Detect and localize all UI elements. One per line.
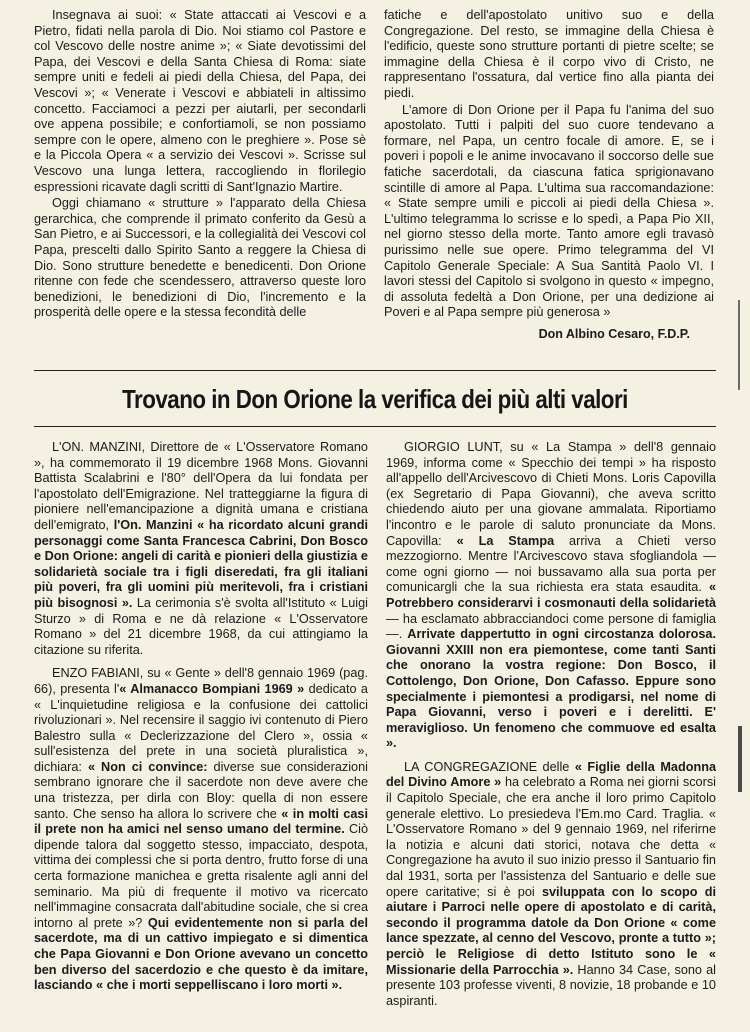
top-article-right-column	[384, 8, 714, 342]
item-text: dedicato a « L'inquietudine religiosa e la confusione dei cattolici rivoluzionari ». Nel recensire il saggio ivi contenuto di Piero Balestro sulla « Declerizzazione del Clero », ossia « sull'esistenza del prete in una società pluralistica », dichiara:	[34, 681, 368, 774]
item-text: , su « Gente » dell'8 gennaio 1969 (pag. 66), presenta l'	[34, 666, 368, 696]
top-article-left-column	[34, 8, 366, 321]
paragraph: Insegnava ai suoi: « State attaccati ai Vescovi e a Pietro, fidati nella parola di Dio. Noi stiamo col Pastore e col Vescovo delle nostre anime »; « Siate devotissimi del Papa, dei Vescovi e della Santa Chiesa di Roma: siate sempre uniti e fedeli ai piedi della Chiesa, del Papa, dei Vescovi »; « Venerate i Vescovi e abbiateli in altissimo concetto. Facciamoci a pezzi per aiutarli, per secondarli ove appena possibile; e confortiamoli, se non possiamo sempre con le opere, almeno con le preghiere ». Pose sè e la Piccola Opera « a servizio dei Vescovi ». Scrisse sul Vescovo una lunga lettera, raccogliendo in florilegio espressioni ricavate dagli scritti di Sant'Ignazio Martire.	[34, 8, 366, 194]
press-item-congregazione	[386, 760, 716, 1010]
source-name: L'ON. MANZINI	[52, 440, 142, 454]
item-quote: « Figlie della Madonna del Divino Amore »	[386, 759, 717, 790]
item-text: , Direttore de « L'Osservatore Romano », ha commemorato il 19 dicembre 1968 Mons. Giovanni Battista Scalabrini e l'80° dell'Opera da lui fondata per l'apostolato dell'Emigrazione. Nel tratteggiarne la figura di pioniere nell'emancipazione a dignità umana e cristiana dell'emigrato,	[34, 440, 368, 532]
item-quote: Qui evidentemente non si parla del sacerdote, ma di un cattivo impiegato e si dimentica che Papa Giovanni e Don Orione avevano un concetto ben diverso del sacerdozio e che questo è da imitare, lasciando « che i morti seppelliscano i loro morti ».	[34, 915, 368, 993]
item-text: diverse sue considerazioni sembrano ignorare che il sacerdote non deve avere che una tristezza, per dirla con Bloy: quella di non essere santo. Che senso ha allora lo scrivere che	[34, 759, 368, 821]
item-quote: « in molti casi il prete non ha amici nel senso umano del termine.	[34, 806, 368, 837]
item-quote: sviluppata con lo scopo di aiutare i Parroci nelle opere di apostolato e di carità, secondo il programma datole da Don Orione « come lance spezzate, al cenno del Vescovo, pronte a tutto »; perciò le Religiose di detto Istituto sono le « Missionarie della Parrocchia ».	[386, 884, 716, 977]
divider-top	[34, 370, 716, 371]
paragraph: L'amore di Don Orione per il Papa fu l'anima del suo apostolato. Tutti i palpiti del suo cuore tendevano a formare, nel Papa, un centro focale di amore. E, se i poveri i popoli e le anime invocavano il soccorso delle sue fatiche sacerdotali, da ciascuna fatica sprigionavano scintille di amore al Papa. L'ultima sua raccomandazione: « State sempre umili e piccoli ai piedi della Chiesa ». L'ultimo telegramma lo scrisse e lo spedì, a Papa Pio XII, nel giorno stesso della morte. Tanto amore egli travasò purissimo nelle sue opere. Primo telegramma del VI Capitolo Generale Speciale: A Sua Santità Paolo VI. I lavori stessi del Capitolo si svolgono in questo « impegno, di assoluta fedeltà a Don Orione, per una dedizione ai Poveri e al Papa sempre più generosa »	[384, 102, 714, 320]
press-review-left-column	[34, 440, 368, 994]
source-name: ENZO FABIANI	[52, 666, 140, 681]
item-text: Ciò dipende talora dal soggetto stesso, impacciato, despota, vittima dei complessi che si porta dentro, frutto forse di una certa formazione manichea e gretta risalente agli anni del seminario. Ma più di frequente il motivo va ricercato nell'immagine consacrata dall'abitudine sociale, che si crea intorno al prete »?	[34, 822, 368, 930]
divider-bottom	[34, 426, 716, 427]
item-text: , su « La Stampa » dell'8 gennaio 1969, informa come « Specchio dei tempi » ha risposto all'appello dell'Arcivescovo di Chieti Mons. Loris Capovilla (ex Segretario di Papa Giovanni), che aveva scritto chiedendo aiuto per una giovane ammalata. Riportiamo l'incontro e le parole di saluto pronunciate da Mons. Capovilla:	[386, 440, 716, 548]
item-text: arriva a Chieti verso mezzogiorno. Mentre l'Arcivescovo stava sfogliandola — come ogni giorno — noi bussavamo alla sua porta per comunicargli che la sua richiesta era stata esaudita.	[386, 533, 717, 595]
source-name: GIORGIO LUNT	[404, 440, 500, 454]
section-headline: Trovano in Don Orione la verifica dei più alti valori	[122, 384, 628, 414]
item-text: La cerimonia s'è svolta all'Istituto « Luigi Sturzo » di Roma e ne dà relazione « L'Osservatore Romano » del 21 dicembre 1968, da cui attingiamo la citazione su riferita.	[34, 595, 368, 657]
press-item-fabiani	[34, 666, 368, 993]
binding-edge-mark	[738, 300, 740, 390]
item-text: ha celebrato a Roma nei giorni scorsi il Capitolo Speciale, che era anche il loro primo Capitolo generale elettivo. Lo presiedeva l'Em.mo Card. Traglia. « L'Osservatore Romano » del 9 gennaio 1969, nel riferirne la notizia e alcuni dati storici, notava che detta « Congregazione ha avuto il suo inizio presso il Santuario fin dal 1931, sorta per l'assistenza del Santuario e delle sue opere caritative; si è poi	[386, 775, 716, 899]
item-quote: « Almanacco Bompiani 1969 »	[119, 681, 305, 696]
press-item-lunt	[386, 440, 716, 752]
author-signature: Don Albino Cesaro, F.D.P.	[538, 326, 690, 341]
source-name: LA CONGREGAZIONE	[404, 759, 538, 774]
item-text: — ha esclamato abbracciandoci come persone di famiglia —.	[386, 611, 716, 642]
item-quote: « Non ci convince:	[87, 759, 208, 774]
binding-edge-mark	[738, 726, 742, 792]
item-text: delle	[537, 759, 575, 774]
press-review-right-column	[386, 440, 716, 1009]
paragraph: Oggi chiamano « strutture » l'apparato della Chiesa gerarchica, che comprende il primato conferito da Gesù a San Pietro, e ai Successori, e la collegialità dei Vescovi col Papa, prescelti dallo Spirito Santo a reggere la Chiesa di Dio. Sono strutture benedette e benedicenti. Don Orione ritenne con fede che scendessero, attraverso queste loro benedizioni, le benedizioni di Dio, l'incremento e la prosperità delle opere e la stessa fecondità delle	[34, 196, 366, 320]
item-quote: Arrivate dappertutto in ogni circostanza dolorosa. Giovanni XXIII non era piemontese, come tanti Santi che onorano la vostra regione: Don Bosco, il Cottolengo, Don Orione, Don Cafasso. Eppure sono specialmente i piemontesi a prodigarsi, nel nome di Papa Giovanni, verso i poveri e i derelitti. E' meraviglioso. Un fenomeno che commuove ed esalta ».	[386, 627, 716, 751]
item-quote: « La Stampa	[456, 533, 555, 548]
item-quote: l'On. Manzini « ha ricordato alcuni grandi personaggi come Santa Francesca Cabrini, Don Bosco e Don Orione: angeli di carità e pionieri della giustizia e solidarietà sociale tra i figli diseredati, fra gli italiani più poveri, fra gli uomini più meritevoli, fra i cristiani più bisognosi ».	[34, 517, 368, 610]
paragraph: fatiche e dell'apostolato unitivo suo e della Congregazione. Del resto, se immagine della Chiesa è l'edificio, queste sono strutture portanti di pietre scelte; se immagine della Chiesa è il corpo vivo di Cristo, ne rappresentano l'ossatura, dal vertice fino alla pianta dei piedi.	[384, 8, 714, 100]
item-quote: « Potrebbero considerarvi i cosmonauti della solidarietà	[386, 580, 716, 610]
item-text: Hanno 34 Case, sono al presente 103 professe viventi, 8 novizie, 18 probande e 10 aspiranti.	[386, 962, 716, 1008]
press-item-manzini	[34, 440, 368, 658]
